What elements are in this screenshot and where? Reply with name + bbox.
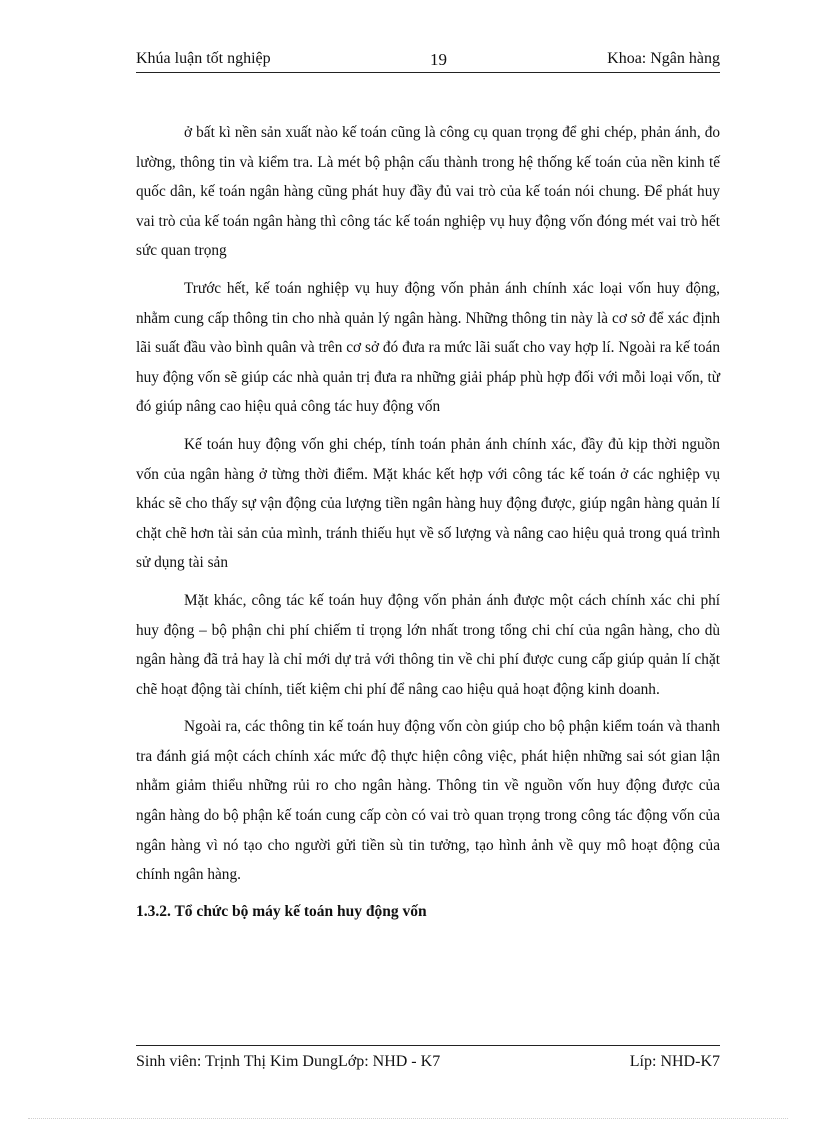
paragraph-3: Kế toán huy động vốn ghi chép, tính toán phản ánh chính xác, đầy đủ kịp thời nguồn vốn của ngân hàng ở từng thời điểm. Mặt khác kết hợp với công tác kế toán ở các nghiệp vụ khác sẽ cho thấy sự vận động của lượng tiền ngân hàng huy động được, giúp ngân hàng quản lí chặt chẽ hơn tài sản của mình, tránh thiếu hụt về số lượng và nâng cao hiệu quả trong quá trình sử dụng tài sản [136,435,720,572]
header-faculty: Khoa: Ngân hàng [607,50,720,67]
header-page-number: 19 [430,50,447,69]
page-footer [136,1045,720,1080]
document-body [136,118,720,926]
page-header [136,48,720,73]
paragraph-1: ở bất kì nền sản xuất nào kế toán cũng là công cụ quan trọng để ghi chép, phản ánh, đo lường, thông tin và kiểm tra. Là mét bộ phận cấu thành trong hệ thống kế toán của nền kinh tế quốc dân, kế toán ngân hàng cũng phát huy đầy đủ vai trò của kế toán nói chung. Để phát huy vai trò của kế toán ngân hàng thì công tác kế toán nghiệp vụ huy động vốn đóng mét vai trò hết sức quan trọng [136,124,720,260]
paragraph-2: Trước hết, kế toán nghiệp vụ huy động vốn phản ánh chính xác loại vốn huy động, nhằm cung cấp thông tin cho nhà quản lý ngân hàng. Những thông tin này là cơ sở để xác định lãi suất đầu vào bình quân và trên cơ sở đó đưa ra mức lãi suất cho vay hợp lí. Ngoài ra kế toán huy động vốn sẽ giúp các nhà quản trị đưa ra những giải pháp phù hợp đối với mỗi loại vốn, từ đó giúp nâng cao hiệu quả công tác huy động vốn [136,279,720,416]
paragraph-4: Mặt khác, công tác kế toán huy động vốn phản ánh được một cách chính xác chi phí huy động – bộ phận chi phí chiếm tỉ trọng lớn nhất trong tổng chi chí của ngân hàng, cho dù ngân hàng đã trả hay là chỉ mới dự trả với thông tin về chi phí được cung cấp giúp quản lí chặt chẽ hoạt động tài chính, tiết kiệm chi phí để nâng cao hiệu quả hoạt động kinh doanh. [136,591,720,698]
paragraph-5: Ngoài ra, các thông tin kế toán huy động vốn còn giúp cho bộ phận kiểm toán và thanh tra đánh giá một cách chính xác mức độ thực hiện công việc, phát hiện những sai sót gian lận nhằm giảm thiểu những rủi ro cho ngân hàng. Thông tin về nguồn vốn huy động được của ngân hàng do bộ phận kế toán cung cấp còn có vai trò quan trọng trong công tác động vốn của ngân hàng vì nó tạo cho người gửi tiền sù tin tưởng, tạo hình ảnh về quy mô hoạt động của chính ngân hàng. [136,718,720,884]
footer-class: Líp: NHD-K7 [629,1053,720,1070]
page-bottom-divider [28,1118,788,1119]
footer-student: Sinh viên: Trịnh Thị Kim DungLớp: NHD - K7 [136,1053,441,1070]
header-thesis-title: Khúa luận tốt nghiệp [136,50,271,67]
section-heading: 1.3.2. Tổ chức bộ máy kế toán huy động vốn [136,902,427,920]
